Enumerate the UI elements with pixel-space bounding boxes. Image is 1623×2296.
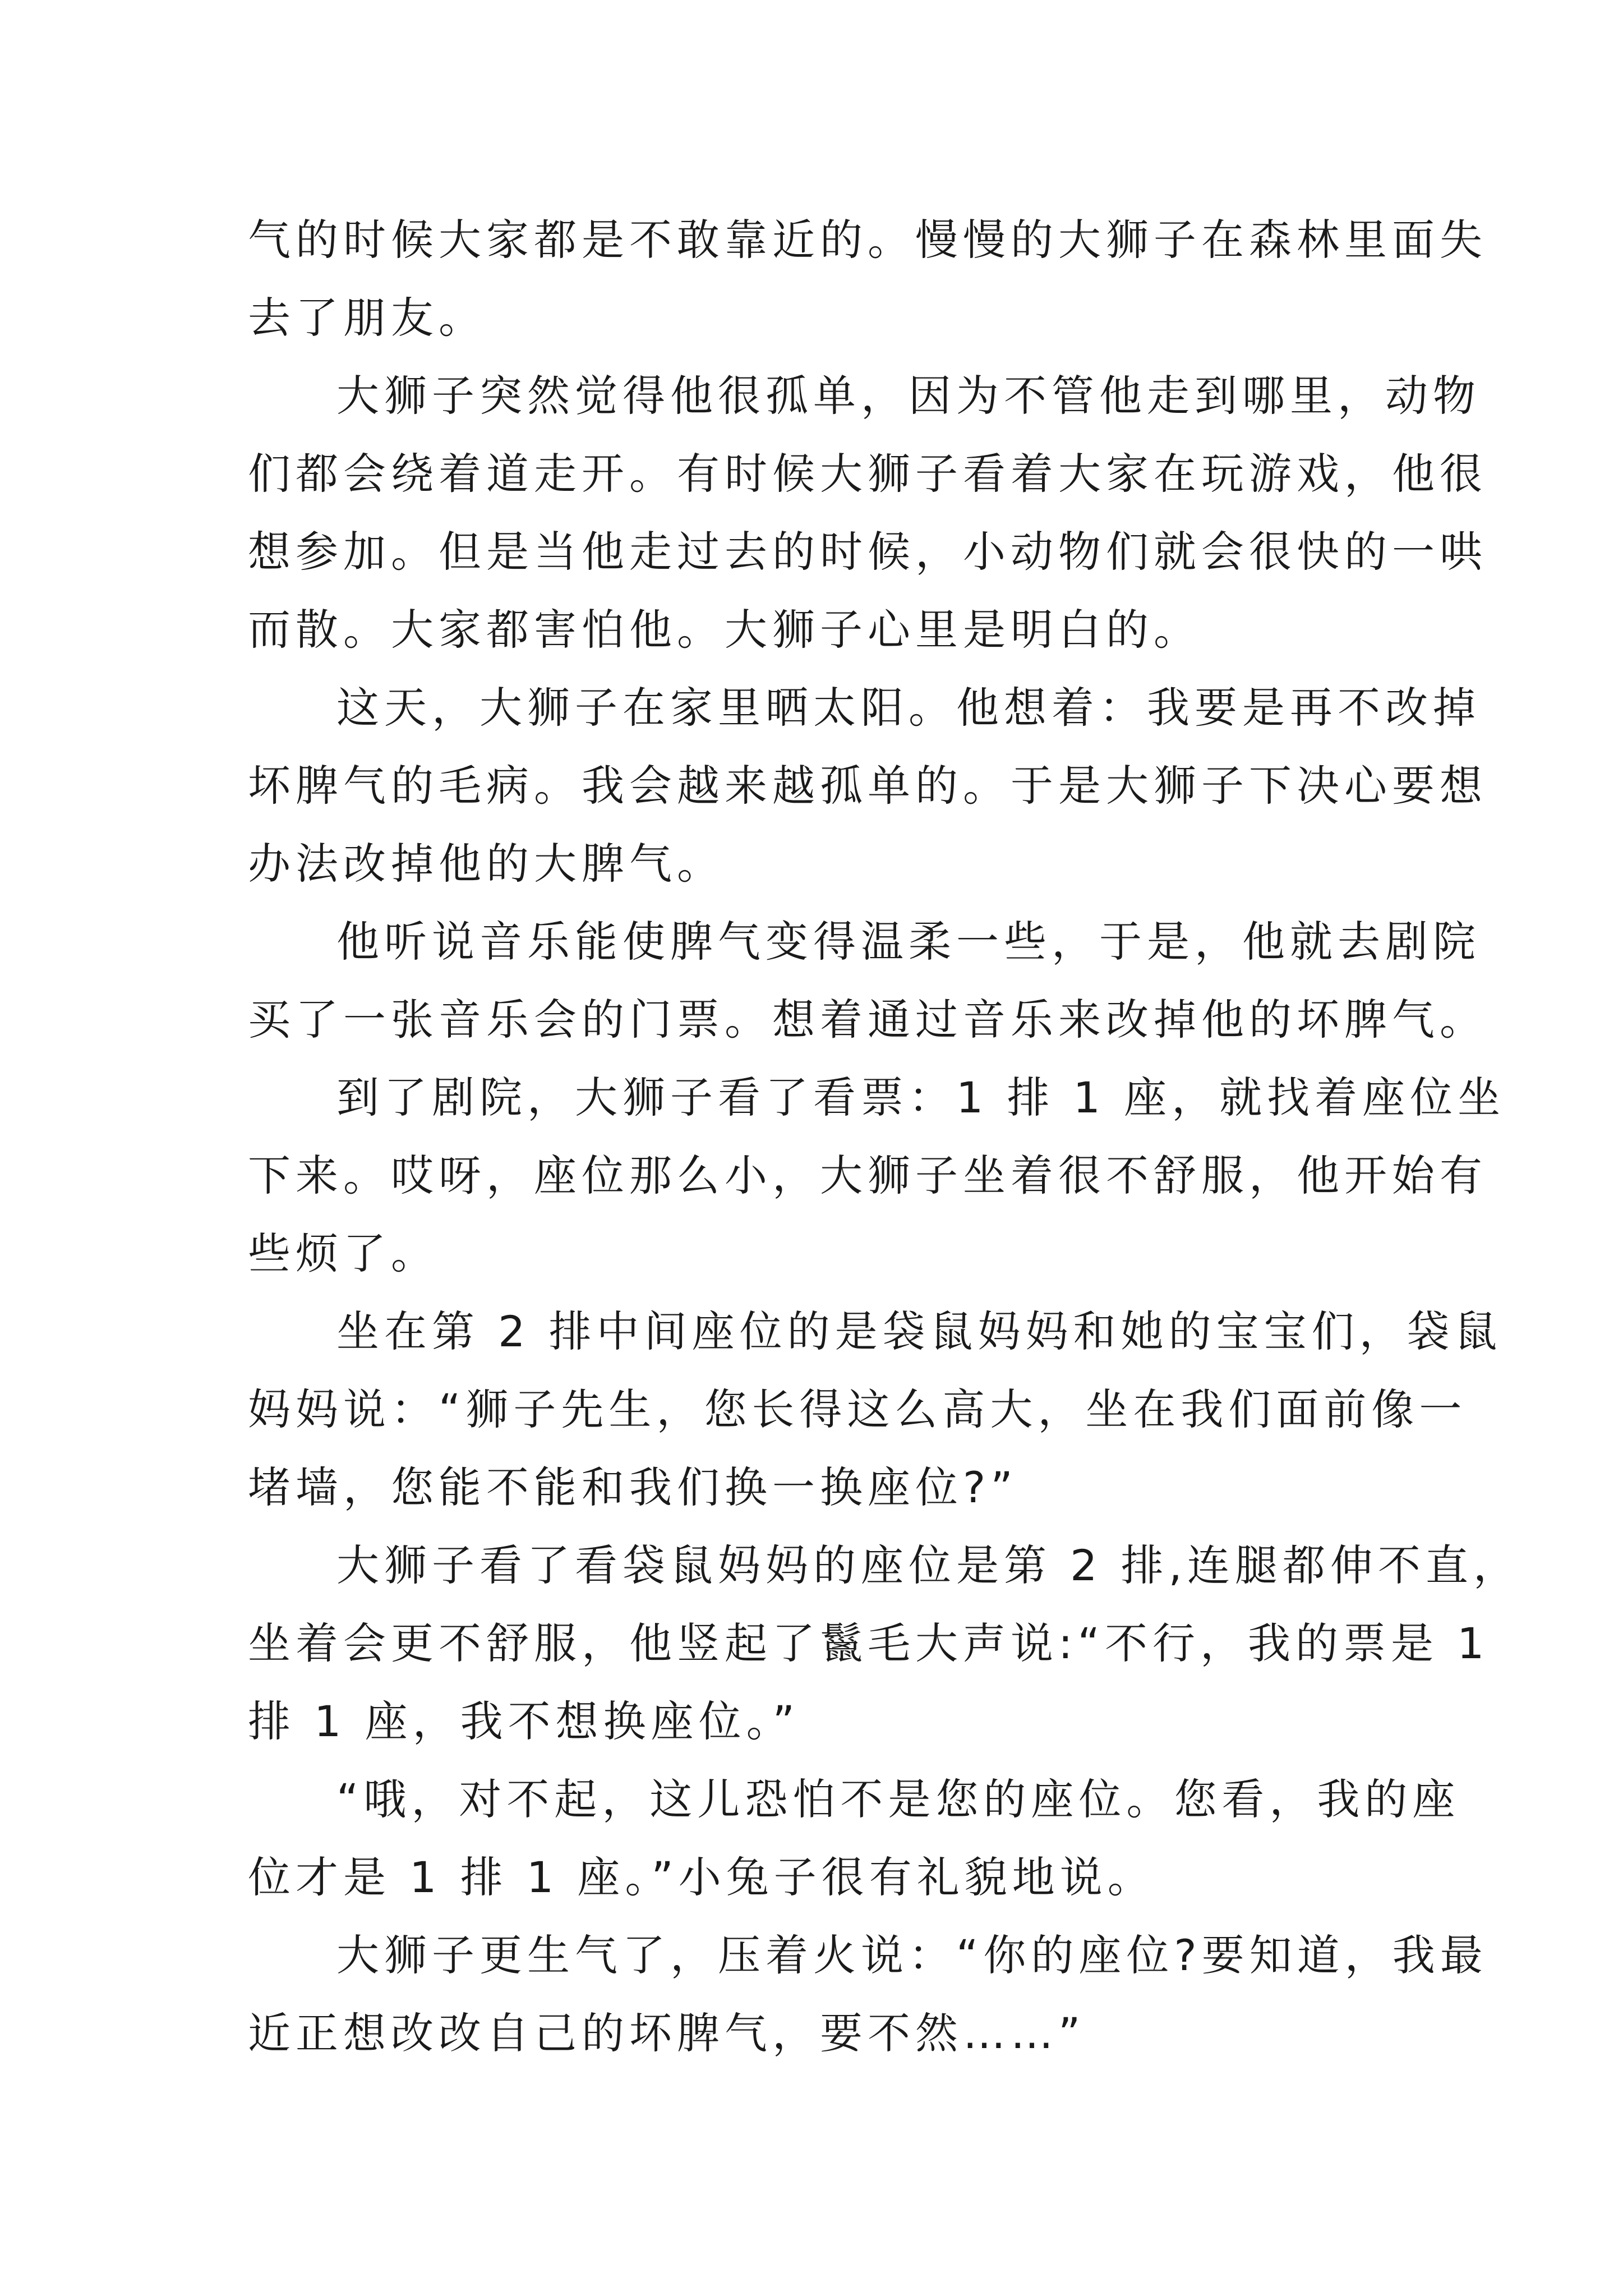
paragraph-first-line: 到了剧院，大狮子看了看票：1 排 1 座，就找着座位坐 — [336, 1073, 1506, 1122]
text-line: 排 1 座，我不想换座位。” — [248, 1696, 800, 1746]
paragraph-first-line: “哦，对不起，这儿恐怕不是您的座位。您看，我的座 — [336, 1774, 1460, 1824]
paragraph-first-line: 大狮子看了看袋鼠妈妈的座位是第 2 排,连腿都伸不直， — [336, 1540, 1521, 1590]
paragraph-first-line: 他听说音乐能使脾气变得温柔一些，于是，他就去剧院 — [336, 917, 1481, 967]
paragraph-first-line: 坐在第 2 排中间座位的是袋鼠妈妈和她的宝宝们，袋鼠 — [336, 1306, 1502, 1356]
text-line: 想参加。但是当他走过去的时候，小动物们就会很快的一哄 — [248, 527, 1487, 577]
text-line: 些烦了。 — [248, 1228, 439, 1278]
text-line: 堵墙，您能不能和我们换一换座位?” — [248, 1462, 1018, 1512]
text-line: 气的时候大家都是不敢靠近的。慢慢的大狮子在森林里面失 — [248, 215, 1487, 265]
text-line: 妈妈说：“狮子先生，您长得这么高大，坐在我们面前像一 — [248, 1384, 1467, 1434]
body-text — [248, 201, 1521, 2072]
paragraph-first-line: 大狮子更生气了，压着火说：“你的座位?要知道，我最 — [336, 1930, 1488, 1980]
text-line: 办法改掉他的大脾气。 — [248, 839, 725, 889]
paragraph-first-line: 大狮子突然觉得他很孤单，因为不管他走到哪里，动物 — [336, 371, 1481, 421]
text-line: 去了朋友。 — [248, 293, 486, 343]
text-line: 们都会绕着道走开。有时候大狮子看着大家在玩游戏，他很 — [248, 449, 1487, 499]
text-line: 下来。哎呀，座位那么小，大狮子坐着很不舒服，他开始有 — [248, 1151, 1487, 1200]
text-line: 坏脾气的毛病。我会越来越孤单的。于是大狮子下决心要想 — [248, 761, 1487, 811]
paragraph-first-line: 这天，大狮子在家里晒太阳。他想着：我要是再不改掉 — [336, 683, 1481, 733]
text-line: 近正想改改自己的坏脾气，要不然……” — [248, 2008, 1086, 2058]
text-line: 位才是 1 排 1 座。”小兔子很有礼貌地说。 — [248, 1852, 1155, 1902]
text-line: 而散。大家都害怕他。大狮子心里是明白的。 — [248, 605, 1201, 655]
text-line: 坐着会更不舒服，他竖起了鬣毛大声说:“不行，我的票是 1 — [248, 1618, 1490, 1668]
text-line: 买了一张音乐会的门票。想着通过音乐来改掉他的坏脾气。 — [248, 995, 1487, 1045]
